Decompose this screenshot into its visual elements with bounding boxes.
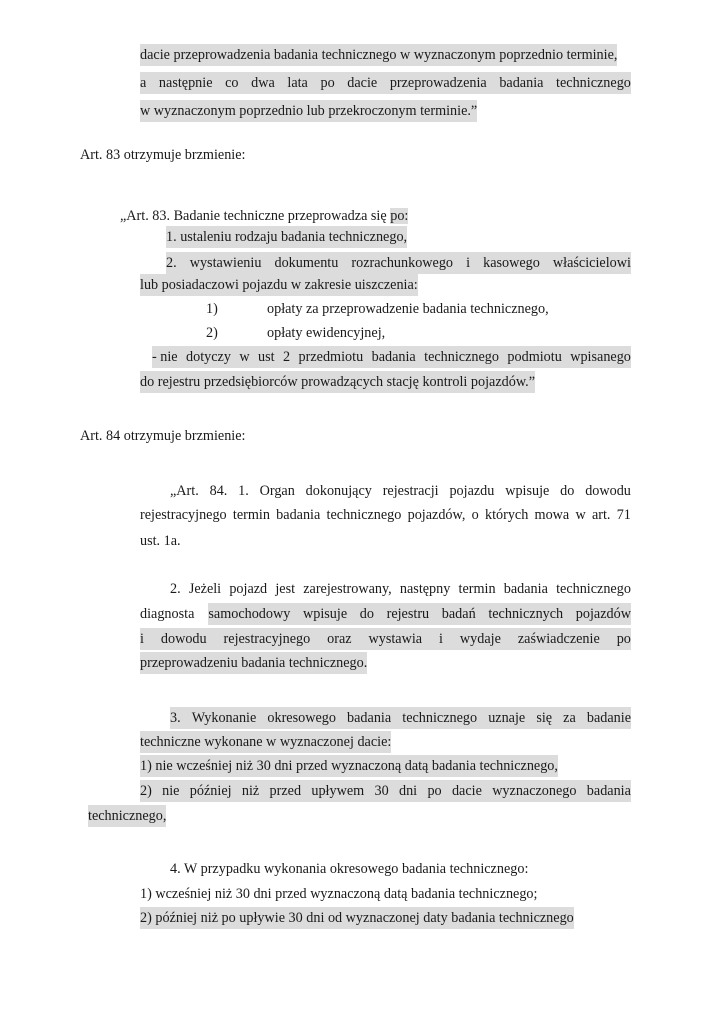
- word: dowodu: [585, 483, 631, 499]
- word: 2.: [170, 581, 181, 597]
- word: wyznaczonego: [492, 783, 577, 799]
- word: Wykonanie: [191, 710, 257, 726]
- art84-intro: Art. 84 otrzymuje brzmienie:: [80, 428, 246, 444]
- word: pojazdów,: [407, 507, 466, 523]
- word: dokumentu: [274, 255, 339, 271]
- word: 30: [374, 783, 389, 799]
- paragraph-line: w wyznaczonym poprzednio lub przekroczonym terminie.”: [140, 100, 477, 122]
- word: przed: [269, 783, 302, 799]
- word: po: [427, 783, 442, 799]
- word: technicznych: [488, 606, 564, 622]
- word: samochodowy: [208, 606, 291, 622]
- art83-item-2-line-2: lub posiadaczowi pojazdu w zakresie uiszczenia:: [140, 274, 418, 296]
- word: wpisuje: [505, 483, 550, 499]
- word: 84.: [209, 483, 228, 499]
- word: „Art.: [170, 483, 199, 499]
- word: pojazd: [229, 581, 268, 597]
- word: uznaje: [488, 710, 526, 726]
- art84-p3-line-1: [170, 707, 631, 729]
- word: przedmiotu: [298, 349, 364, 365]
- art83-heading-text: „Art. 83. Badanie techniczne przeprowadza się: [120, 208, 391, 224]
- word: pojazdu: [449, 483, 495, 499]
- word: okresowego: [267, 710, 336, 726]
- art83-item-1: 1. ustaleniu rodzaju badania technicznego,: [166, 226, 407, 248]
- word: wpisuje: [302, 606, 348, 622]
- word: 2: [283, 349, 291, 365]
- word: nie: [162, 783, 180, 799]
- word: rozrachunkowego: [351, 255, 454, 271]
- word: termin: [232, 507, 270, 523]
- word: wystawieniu: [189, 255, 262, 271]
- word: technicznego: [402, 710, 478, 726]
- word: do: [359, 606, 374, 622]
- art83-sub-1-text: opłaty za przeprowadzenie badania technicznego,: [267, 301, 549, 317]
- word: i: [466, 255, 471, 271]
- art84-p2-line-2: [140, 603, 631, 625]
- word: dni: [398, 783, 418, 799]
- word: badań: [441, 606, 476, 622]
- art84-p3-line-2: techniczne wykonane w wyznaczonej dacie:: [140, 731, 391, 753]
- art83-intro: Art. 83 otrzymuje brzmienie:: [80, 147, 246, 163]
- word: w: [575, 507, 586, 523]
- art84-p3-item-2-continuation: technicznego,: [88, 805, 166, 827]
- art84-p2-line-2-start: diagnosta: [140, 606, 195, 622]
- word: dokonujący: [305, 483, 372, 499]
- word: jest: [275, 581, 296, 597]
- word: rejestracyjnego: [140, 507, 227, 523]
- word: wydaje: [459, 631, 501, 647]
- word: art.: [591, 507, 611, 523]
- word: badania: [586, 783, 631, 799]
- word: rejestracji: [382, 483, 439, 499]
- word: technicznego: [556, 75, 631, 91]
- word: Jeżeli: [188, 581, 222, 597]
- art84-p3-item-1: 1) nie wcześniej niż 30 dni przed wyznaczoną datą badania technicznego,: [140, 755, 558, 777]
- word: o: [471, 507, 479, 523]
- word: mowa: [534, 507, 570, 523]
- art84-p2-line-4: przeprowadzeniu badania technicznego.: [140, 652, 367, 674]
- word: - nie: [152, 349, 178, 365]
- word: badania: [347, 710, 392, 726]
- word: 71: [616, 507, 631, 523]
- word: 3.: [170, 710, 181, 726]
- art84-p4-line-1: 4. W przypadku wykonania okresowego badania technicznego:: [170, 861, 529, 877]
- word: podmiotu: [507, 349, 562, 365]
- word: 1.: [238, 483, 249, 499]
- word: 2.: [166, 255, 177, 271]
- word: co: [225, 75, 239, 91]
- word: zarejestrowany,: [303, 581, 392, 597]
- word: badania: [499, 75, 544, 91]
- word: wpisanego: [570, 349, 631, 365]
- art84-p4-item-2: 2) później niż po upływie 30 dni od wyznaczonej daty badania technicznego: [140, 907, 574, 929]
- word: po: [616, 631, 631, 647]
- word: 2): [140, 783, 152, 799]
- word: po: [320, 75, 335, 91]
- word: pojazdów: [575, 606, 631, 622]
- word: rejestru: [386, 606, 430, 622]
- word: badania: [503, 581, 548, 597]
- word: rejestracyjnego: [223, 631, 311, 647]
- art83-item-2-line-1: [166, 252, 631, 274]
- art83-note-line-1: [152, 346, 631, 368]
- art84-p1-line-3: ust. 1a.: [140, 533, 181, 549]
- paragraph-line: dacie przeprowadzenia badania technicznego w wyznaczonym poprzednio terminie,: [140, 44, 617, 66]
- art83-heading: [120, 205, 408, 227]
- art83-note-line-2: do rejestru przedsiębiorców prowadzących stację kontroli pojazdów.”: [140, 371, 535, 393]
- word: i: [439, 631, 443, 647]
- art83-sub-2-text: opłaty ewidencyjnej,: [267, 325, 386, 341]
- word: później: [189, 783, 232, 799]
- word: dacie: [451, 783, 482, 799]
- art84-p3-item-2: [140, 780, 631, 802]
- word: dowodu: [160, 631, 207, 647]
- word: za: [563, 710, 576, 726]
- art83-sub-2-number: 2): [206, 325, 218, 341]
- word: badania: [276, 507, 321, 523]
- word: Organ: [259, 483, 295, 499]
- word: lata: [287, 75, 308, 91]
- word: termin: [458, 581, 496, 597]
- word: zaświadczenie: [517, 631, 600, 647]
- word: których: [484, 507, 529, 523]
- word: się: [536, 710, 553, 726]
- paragraph-line-justified: [140, 72, 631, 94]
- word: następnie: [158, 75, 213, 91]
- word: niż: [241, 783, 260, 799]
- art84-p2-line-2-highlight: [208, 603, 631, 625]
- word: technicznego: [556, 581, 631, 597]
- art84-p2-line-1: [170, 578, 631, 600]
- word: dacie: [347, 75, 378, 91]
- word: kasowego: [483, 255, 540, 271]
- word: technicznego: [326, 507, 402, 523]
- word: technicznego: [424, 349, 499, 365]
- word: w: [239, 349, 250, 365]
- word: do: [560, 483, 575, 499]
- word: następny: [399, 581, 451, 597]
- word: oraz: [327, 631, 352, 647]
- word: a: [140, 75, 147, 91]
- art84-p1-line-2: [140, 504, 631, 526]
- art84-p1-line-1: [170, 480, 631, 502]
- art83-sub-1-number: 1): [206, 301, 218, 317]
- word: dwa: [251, 75, 275, 91]
- word: wystawia: [368, 631, 423, 647]
- art84-p4-item-1: 1) wcześniej niż 30 dni przed wyznaczoną datą badania technicznego;: [140, 886, 538, 902]
- art83-heading-highlight: po:: [390, 208, 409, 224]
- word: ust: [258, 349, 275, 365]
- word: i: [140, 631, 144, 647]
- word: właścicielowi: [552, 255, 631, 271]
- word: badania: [371, 349, 416, 365]
- word: badanie: [586, 710, 631, 726]
- word: upływem: [311, 783, 365, 799]
- word: przeprowadzenia: [389, 75, 487, 91]
- word: dotyczy: [186, 349, 231, 365]
- art84-p2-line-3: [140, 628, 631, 650]
